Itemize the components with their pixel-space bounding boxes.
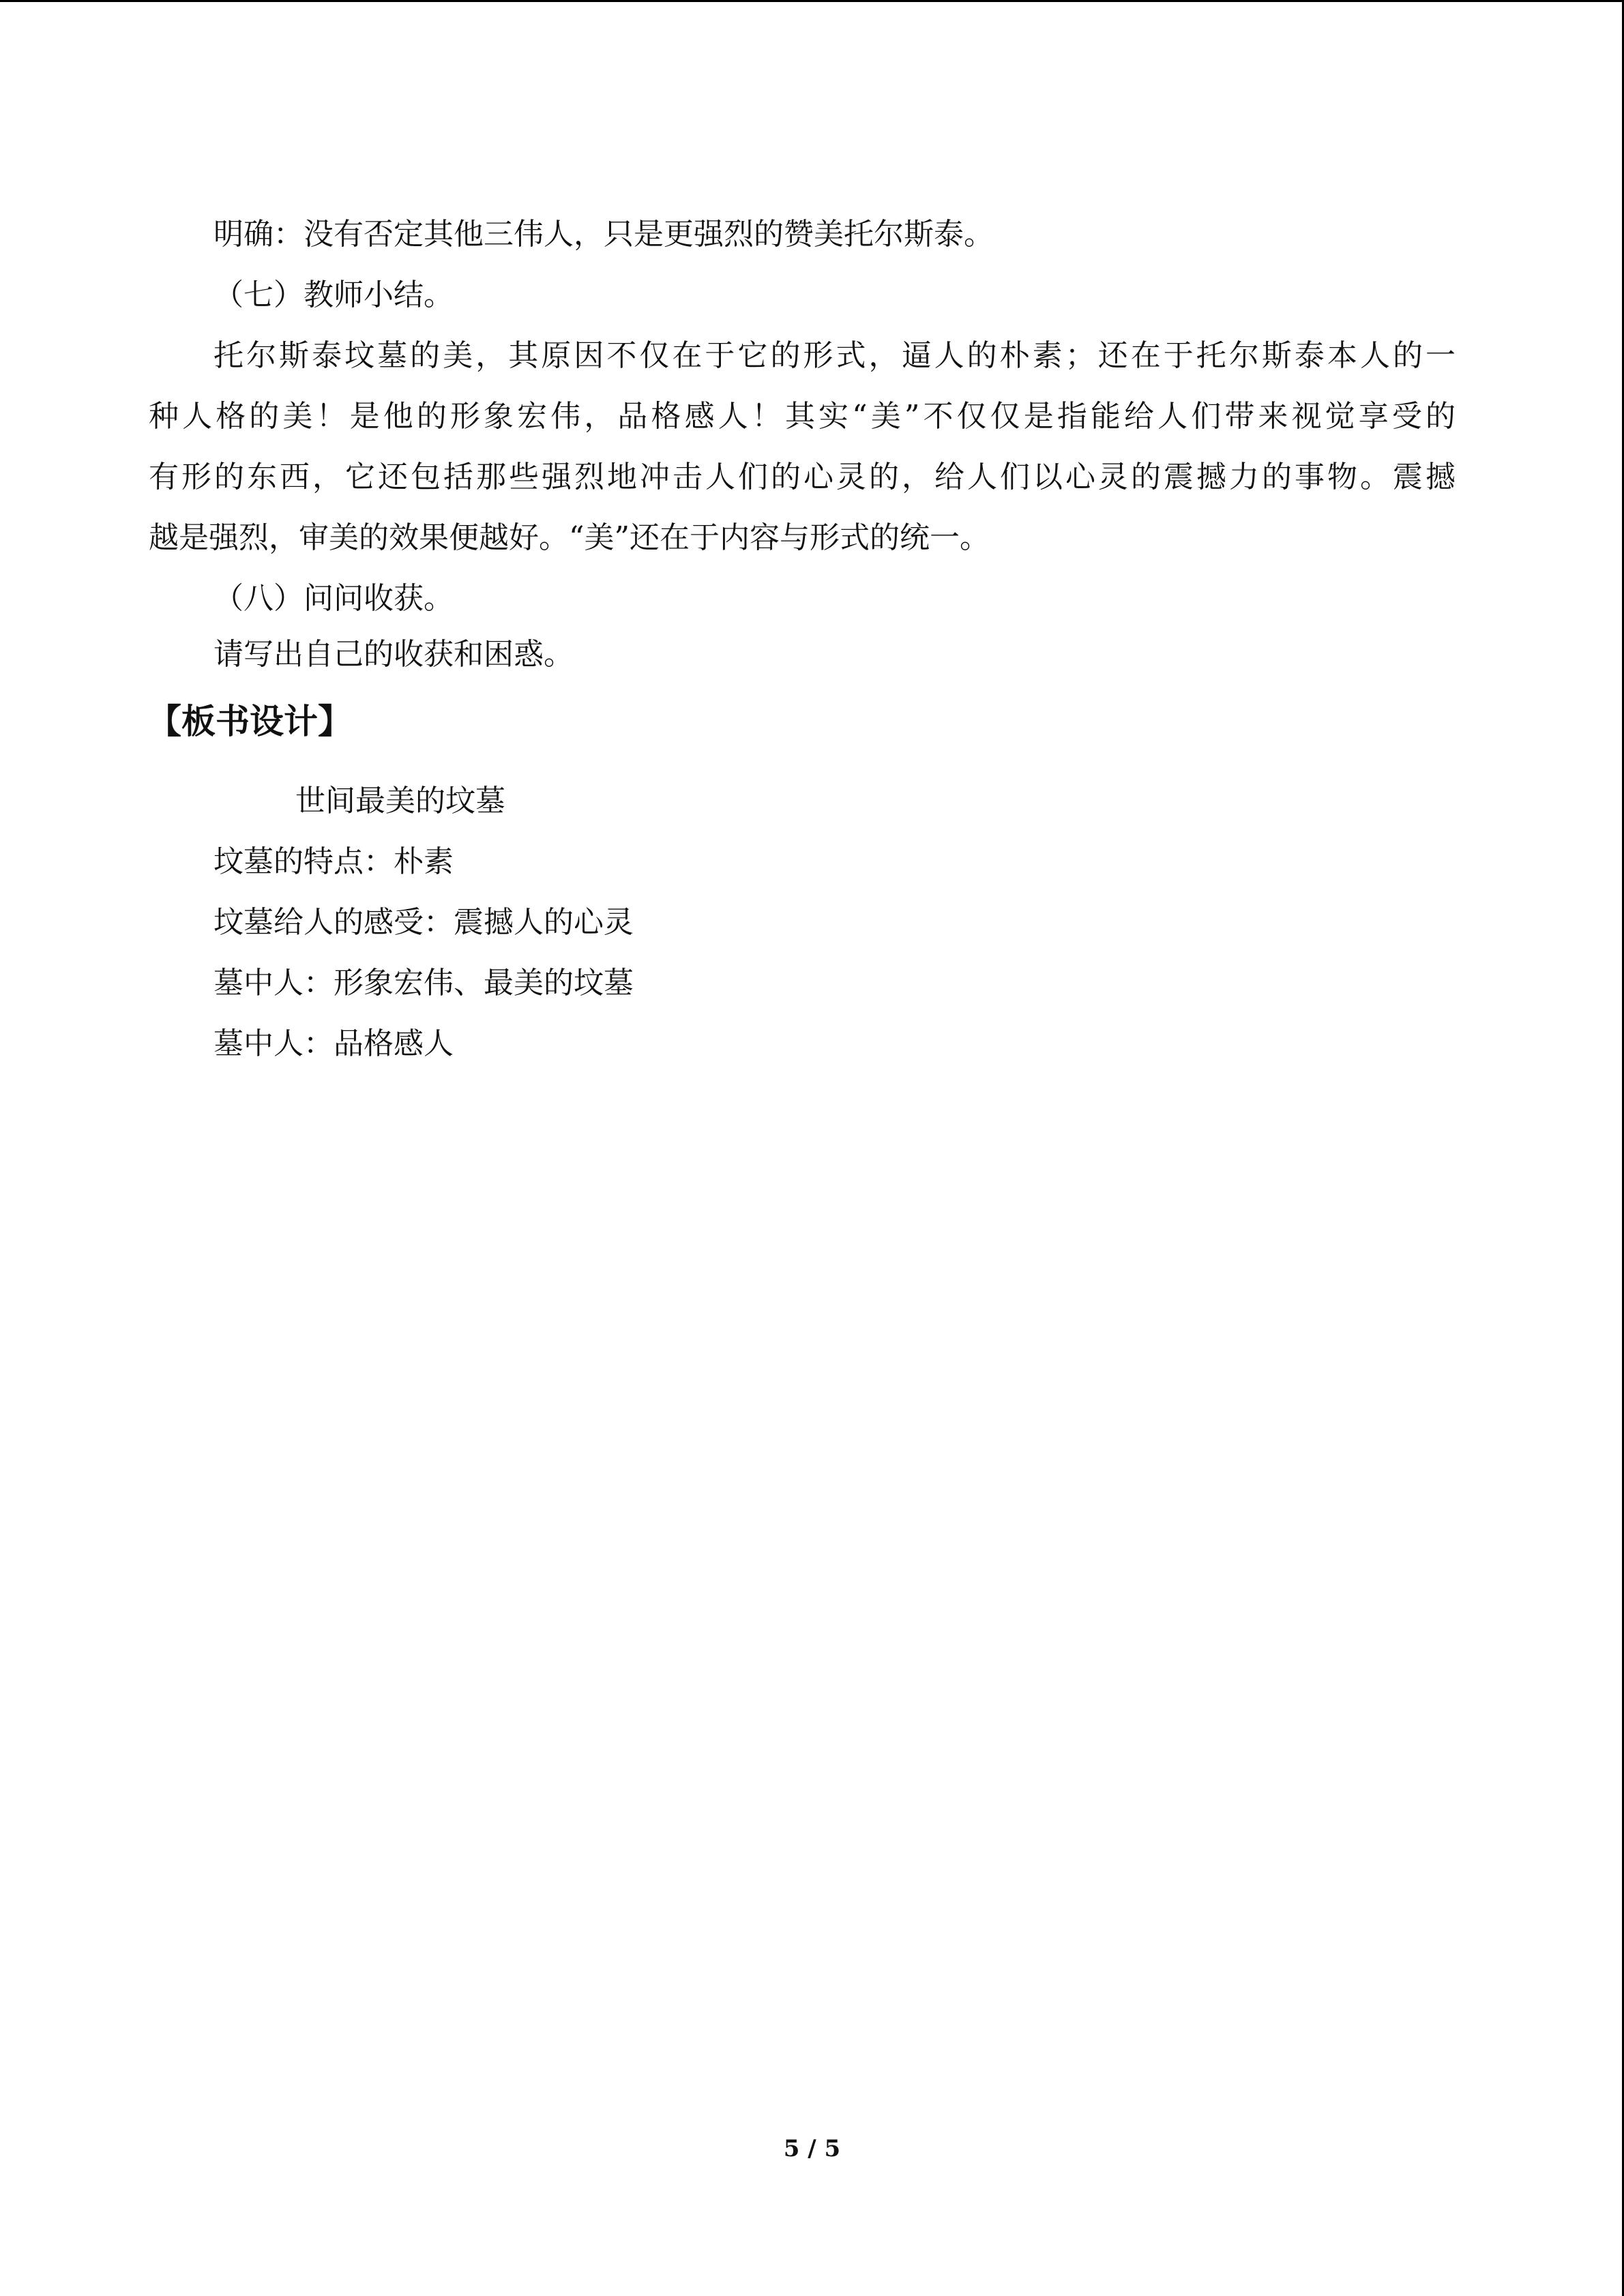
paragraph-harvest-prompt: 请写出自己的收获和困惑。 xyxy=(213,637,574,672)
board-design-title: 世间最美的坟墓 xyxy=(295,784,505,818)
paragraph-summary-line-1: 托尔斯泰坟墓的美，其原因不仅在于它的形式，逼人的朴素；还在于托尔斯泰本人的一 xyxy=(213,338,1456,373)
paragraph-summary-line-4: 越是强烈，审美的效果便越好。“美”还在于内容与形式的统一。 xyxy=(149,520,990,555)
paragraph-summary-line-2: 种人格的美！是他的形象宏伟，品格感人！其实“美”不仅仅是指能给人们带来视觉享受的 xyxy=(149,399,1456,434)
paragraph-clarification: 明确：没有否定其他三伟人，只是更强烈的赞美托尔斯泰。 xyxy=(213,217,994,252)
paragraph-teacher-summary-heading: （七）教师小结。 xyxy=(213,278,454,312)
section-heading-board-design: 【板书设计】 xyxy=(147,701,352,741)
board-design-line: 坟墓给人的感受：震撼人的心灵 xyxy=(213,905,634,940)
board-design-line: 坟墓的特点：朴素 xyxy=(213,844,454,879)
paragraph-summary-line-3: 有形的东西，它还包括那些强烈地冲击人们的心灵的，给人们以心灵的震撼力的事物。震撼 xyxy=(149,460,1456,494)
page-number: 5 / 5 xyxy=(783,2135,841,2162)
board-design-line: 墓中人：形象宏伟、最美的坟墓 xyxy=(213,966,634,1000)
board-design-line: 墓中人：品格感人 xyxy=(213,1026,454,1061)
paragraph-harvest-heading: （八）问问收获。 xyxy=(213,581,454,616)
top-border-line xyxy=(0,0,1624,2)
